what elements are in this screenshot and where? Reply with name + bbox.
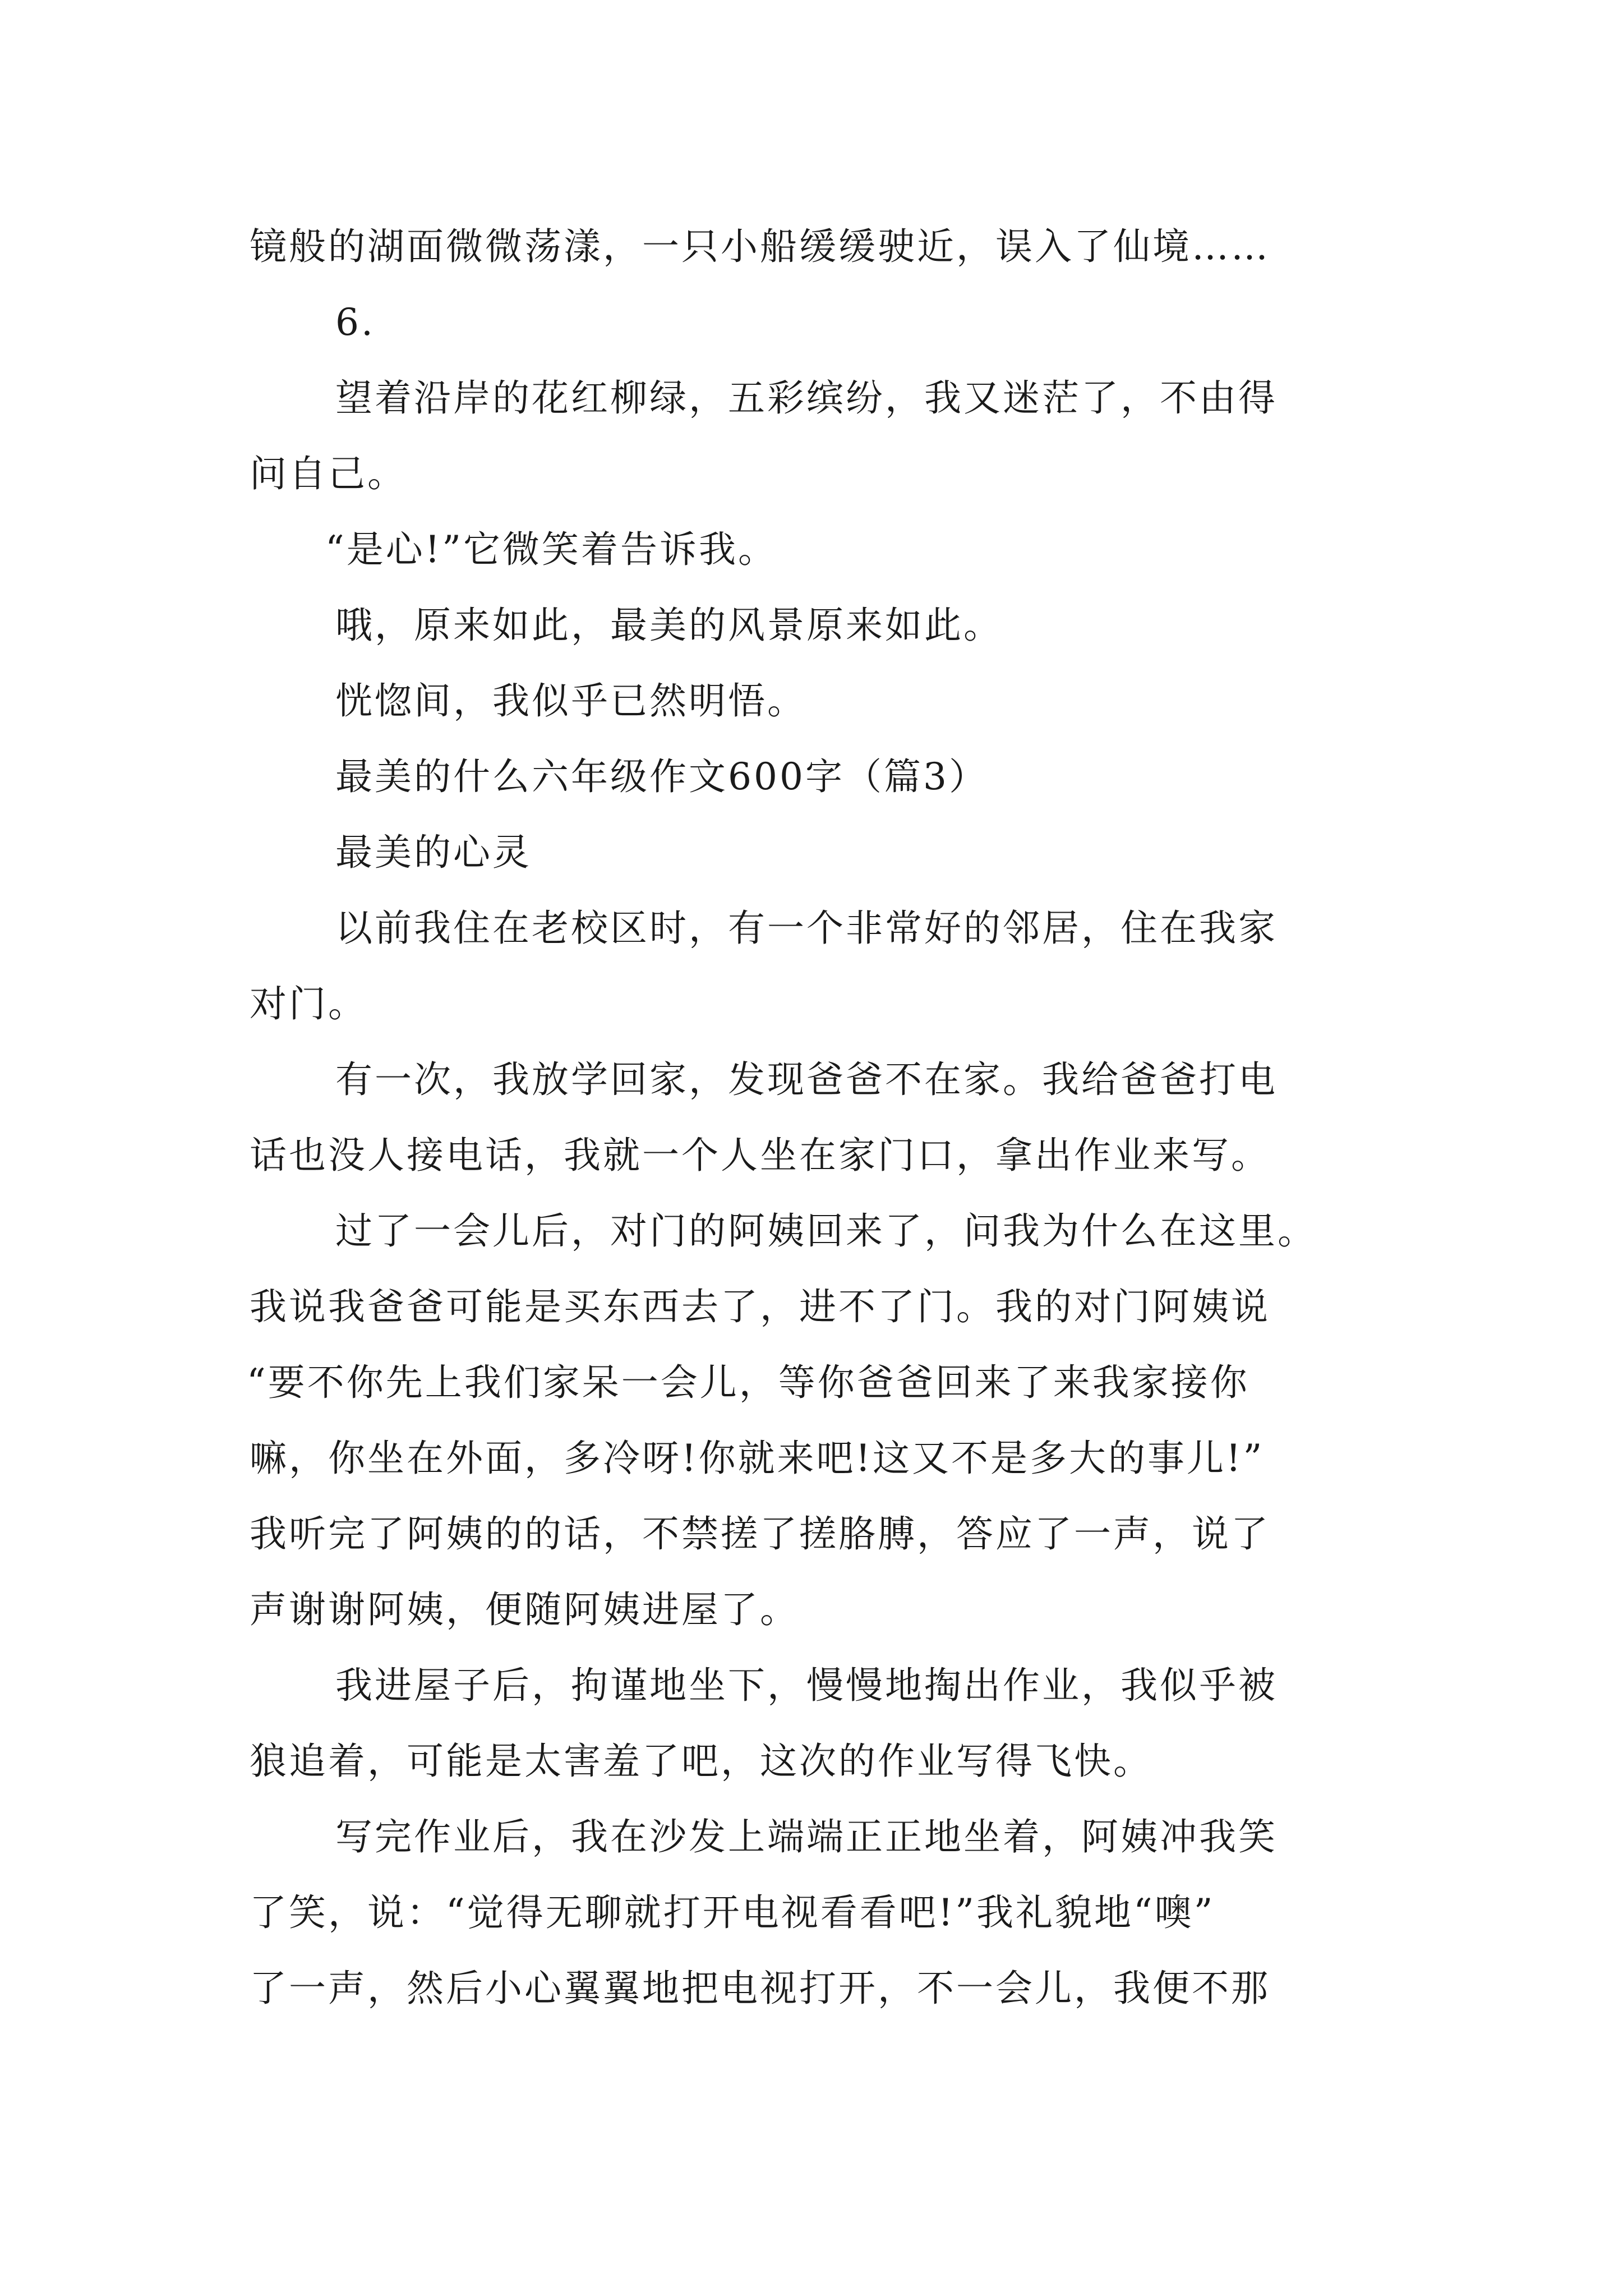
text-line: 问自己。	[250, 452, 407, 495]
text-line: 我说我爸爸可能是买东西去了，进不了门。我的对门阿姨说	[250, 1285, 1270, 1328]
text-line: 了一声，然后小心翼翼地把电视打开，不一会儿，我便不那	[250, 1967, 1270, 2010]
text-line: 了笑，说：“觉得无聊就打开电视看看吧!”我礼貌地“噢”	[250, 1891, 1215, 1934]
text-line: “是心!”它微笑着告诉我。	[325, 528, 778, 571]
article-title: 最美的心灵	[335, 831, 532, 874]
article-heading: 最美的什么六年级作文600字（篇3）	[335, 755, 988, 798]
text-line: 镜般的湖面微微荡漾，一只小船缓缓驶近，误入了仙境……	[250, 225, 1270, 268]
section-number: 6.	[335, 301, 375, 344]
text-line: “要不你先上我们家呆一会儿，等你爸爸回来了来我家接你	[247, 1361, 1249, 1404]
text-line: 有一次，我放学回家，发现爸爸不在家。我给爸爸打电	[335, 1058, 1278, 1101]
text-line: 恍惚间，我似乎已然明悟。	[335, 679, 806, 723]
text-line: 以前我住在老校区时，有一个非常好的邻居，住在我家	[335, 907, 1278, 950]
text-line: 过了一会儿后，对门的阿姨回来了，问我为什么在这里。	[335, 1209, 1317, 1253]
text-line: 声谢谢阿姨，便随阿姨进屋了。	[250, 1588, 799, 1631]
text-line: 写完作业后，我在沙发上端端正正地坐着，阿姨冲我笑	[335, 1815, 1278, 1858]
text-line: 哦，原来如此，最美的风景原来如此。	[335, 604, 1003, 647]
text-line: 话也没人接电话，我就一个人坐在家门口，拿出作业来写。	[250, 1134, 1270, 1177]
text-line: 对门。	[250, 982, 367, 1025]
text-line: 我进屋子后，拘谨地坐下，慢慢地掏出作业，我似乎被	[335, 1664, 1278, 1707]
text-line: 我听完了阿姨的的话，不禁搓了搓胳膊，答应了一声，说了	[250, 1512, 1270, 1556]
text-line: 嘛，你坐在外面，多冷呀!你就来吧!这又不是多大的事儿!”	[250, 1437, 1265, 1480]
text-line: 望着沿岸的花红柳绿，五彩缤纷，我又迷茫了，不由得	[335, 376, 1278, 420]
text-line: 狼追着，可能是太害羞了吧，这次的作业写得飞快。	[250, 1740, 1152, 1783]
